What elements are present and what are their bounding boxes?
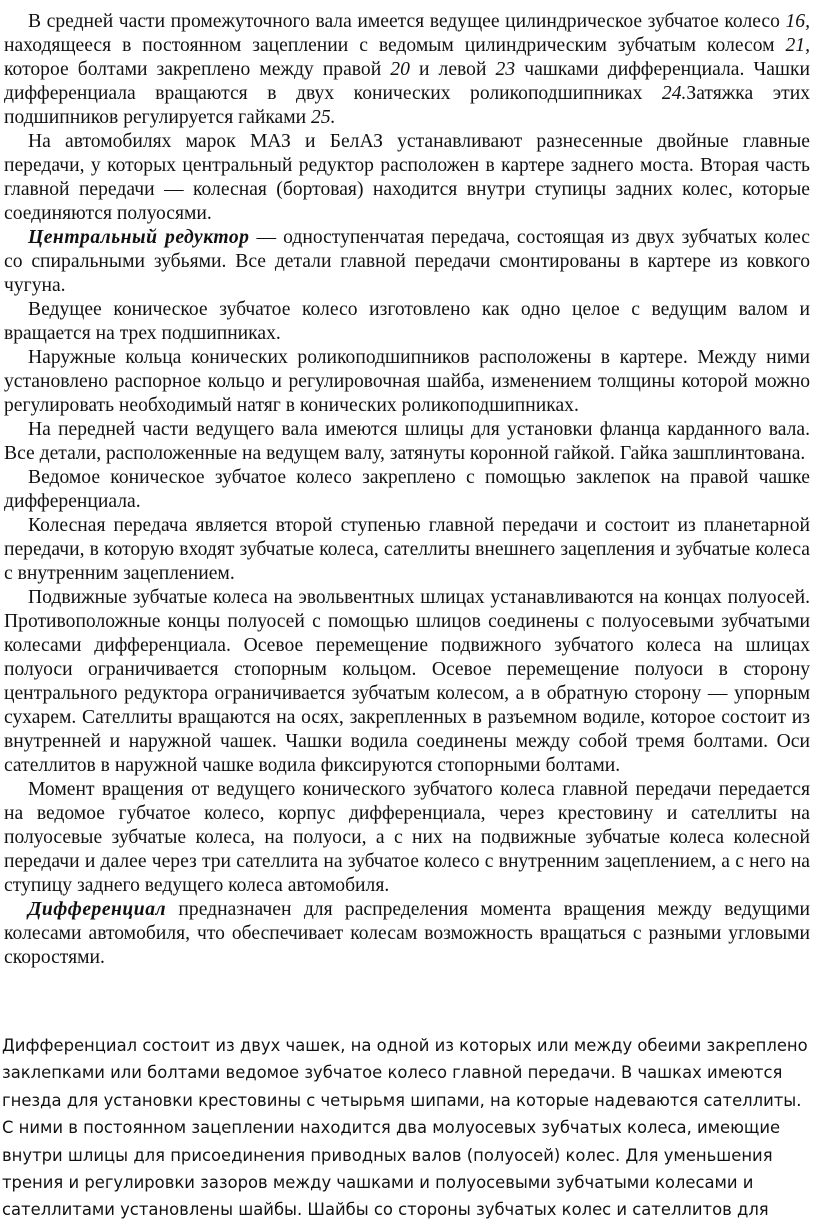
paragraph-movable-gears: Подвижные зубчатые колеса на эвольвентных шлицах устанавливаются на концах полуосей. Противоположные концы полуосей с помощью шлицов соединены с полуосевыми зубчатыми колесами дифференциала. Осевое перемещение подвижного зубчатого колеса на шлицах полуоси ограничивается стопорным кольцом. Осевое перемещение полуоси в сторону центрального редуктора ограничивается зубчатым колесом, а в обратную сторону — упорным сухарем. Сателлиты вращаются на осях, закрепленных в разъемном водиле, которое состоит из внутренней и наружной чашек. Чашки водила соединены между собой тремя болтами. Оси сателлитов в наружной чашке водила фиксируются стопорными болтами. — [4, 587, 810, 776]
text-run: предназначен для распределения момента вращения между ведущими колесами автомобиля, что обеспечивает колесам возможность вращаться с разными угловыми скоростями. — [4, 899, 810, 968]
text-run: чашками дифференциала. Чашки дифференциала вращаются в двух конических роликоподшипниках — [4, 59, 810, 104]
paragraph-front-shaft: На передней части ведущего вала имеются шлицы для установки фланца карданного вала. Все детали, расположенные на ведущем валу, затянуты коронной гайкой. Гайка зашплинтована. — [4, 419, 810, 464]
text-line: гнезда для установки крестовины с четырьмя шипами, на которые надеваются сателлиты. — [2, 1090, 802, 1110]
ref-number: 23 — [495, 59, 516, 80]
text-line: С ними в постоянном зацеплении находится два молуосевых зубчатых колеса, имеющие — [2, 1118, 781, 1138]
term-central-reducer: Центральный редуктор — [28, 227, 250, 248]
paragraph-wheel-drive: Колесная передача является второй ступенью главной передачи и состоит из планетарной передачи, в которую входят зубчатые колеса, сателлиты внешнего зацепления и зубчатые колеса с внутренним зацеплением. — [4, 515, 810, 584]
paragraph-torque-path: Момент вращения от ведущего конического зубчатого колеса главной передачи передается на ведомое губчатое колесо, корпус дифференциала, через крестовину и сателлиты на полуосевые зубчатые колеса, на полуоси, а с них на подвижные зубчатые колеса колесной передачи и далее через три сателлита на зубчатое колесо с внутренним зацеплением, а с него на ступицу заднего ведущего колеса автомобиля. — [4, 779, 810, 896]
differential-description-block — [2, 1032, 812, 1224]
ref-number: 24. — [661, 83, 687, 104]
text-line: внутри шлицы для присоединения приводных валов (полуосей) колес. Для уменьшения — [2, 1145, 773, 1165]
ref-number: 20 — [390, 59, 410, 80]
text-run: которое болтами закреплено между правой — [4, 59, 391, 80]
text-line: заклепками или болтами ведомое зубчатое колесо главной передачи. В чашках имеются — [2, 1063, 783, 1083]
text-line: Дифференциал состоит из двух чашек, на одной из которых или между обеими закреплено — [2, 1036, 808, 1055]
text-run: Затяжка этих подшипников регулируется гайками — [4, 83, 810, 128]
text-line: сателлитами установлены шайбы. Шайбы со стороны зубчатых колес и сателлитов для — [2, 1200, 769, 1220]
term-differential: Дифференциал — [28, 899, 167, 920]
ref-number: 21, — [785, 35, 810, 56]
text-run: и левой — [409, 59, 496, 80]
text-run: находящееся в постоянном зацеплении с ведомым цилиндрическим зубчатым колесом — [4, 35, 786, 56]
paragraph-bearing-rings: Наружные кольца конических роликоподшипников расположены в картере. Между ними установлено распорное кольцо и регулировочная шайба, изменением толщины которой можно регулировать необходимый натяг в конических роликоподшипниках. — [4, 347, 810, 416]
ref-number: 16, — [785, 11, 810, 32]
paragraph-differential — [4, 898, 810, 970]
main-text-block — [4, 10, 810, 970]
paragraph-driven-gear: Ведомое коническое зубчатое колесо закреплено с помощью заклепок на правой чашке дифференциала. — [4, 467, 810, 512]
text-run: В средней части промежуточного вала имеется ведущее цилиндрическое зубчатое колесо — [28, 11, 786, 32]
paragraph-maz-belaz: На автомобилях марок МАЗ и БелАЗ устанавливают разнесенные двойные главные передачи, у которых центральный редуктор расположен в картере заднего моста. Вторая часть главной передачи — колесная (бортовая) находится внутри ступицы задних колес, которые соединяются полуосями. — [4, 131, 810, 224]
paragraph-drive-gear: Ведущее коническое зубчатое колесо изготовлено как одно целое с ведущим валом и вращается на трех подшипниках. — [4, 299, 810, 344]
paragraph-central-reducer — [4, 226, 810, 298]
text-run: — одноступенчатая передача, состоящая из двух зубчатых колес со спиральными зубьями. Все детали главной передачи смонтированы в картере из ковкого чугуна. — [4, 227, 810, 296]
text-line: трения и регулировки зазоров между чашками и полуосевыми зубчатыми колесами и — [2, 1173, 754, 1193]
ref-number: 25. — [311, 107, 336, 128]
paragraph-intermediate-shaft — [4, 10, 810, 130]
